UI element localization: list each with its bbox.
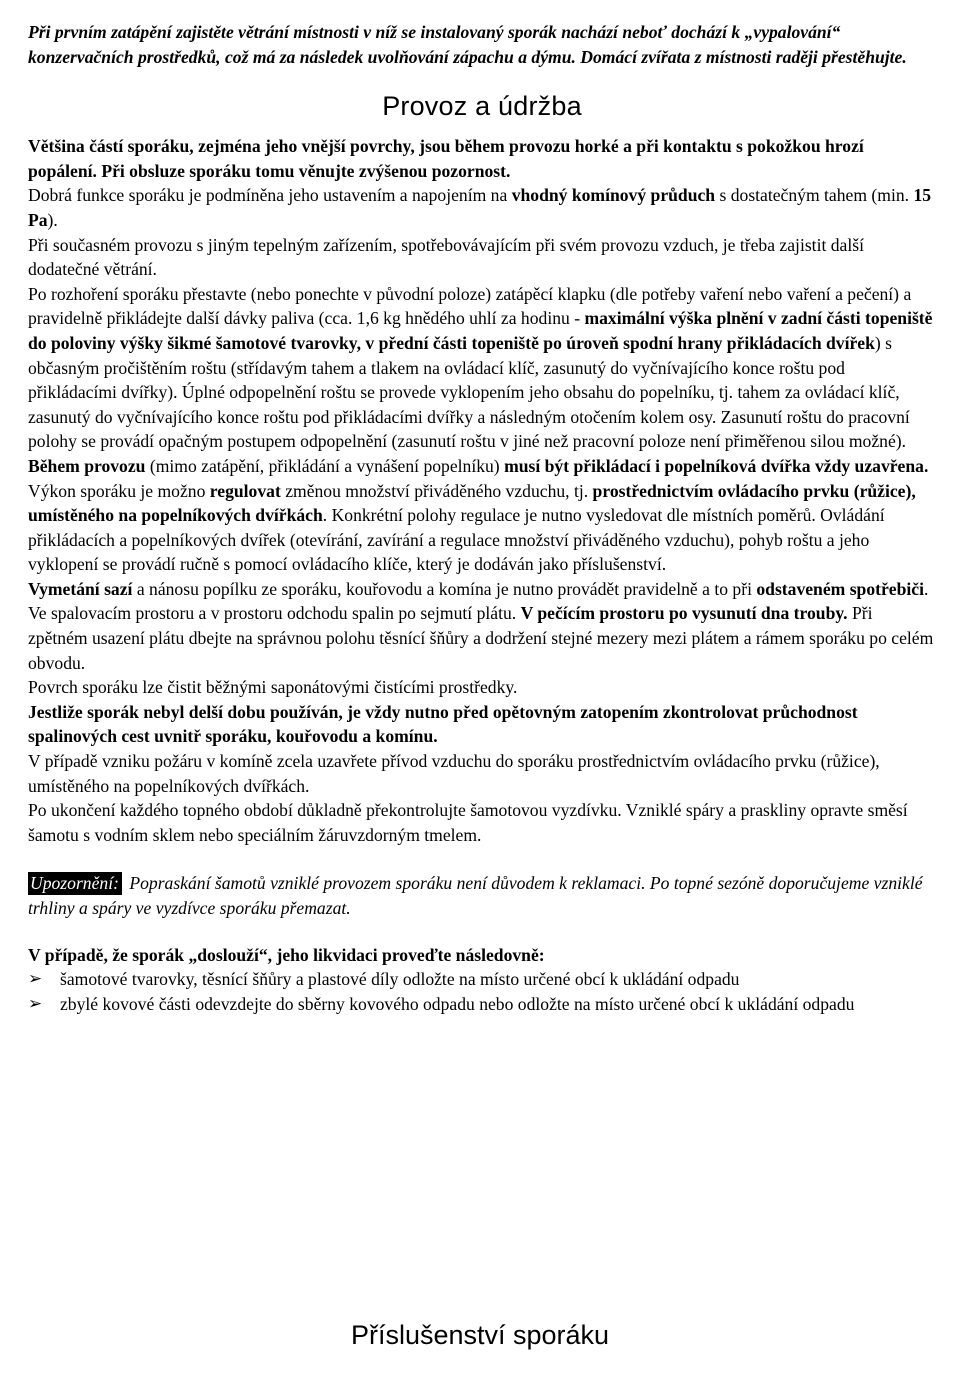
arrow-bullet-icon: ➢ (28, 993, 43, 1014)
control-rosette-highlight: prostřednictvím ovládacího prvku (růžice), umístěného na popelníkových dvířkách (28, 480, 916, 526)
doors-closed-highlight: musí být přikládací i popelníková dvířka vždy uzavřena. (504, 455, 929, 476)
footer-section-title: Příslušenství sporáku (350, 1320, 610, 1350)
paragraph-lining-check: Po ukončení každého topného období důkladně překontrolujte šamotovou vyzdívku. Vzniklé spáry a praskliny opravte směsí šamotu s vodním sklem nebo speciálním žáruvzdorným tmelem. (28, 800, 908, 845)
hot-surfaces-text: Většina částí sporáku, zejména jeho vnější povrchy, jsou během provozu horké a při kontaktu s pokožkou hrozí popálení. Při obsluze sporáku tomu věnujte zvýšenou pozornost. (28, 136, 864, 181)
document-page (28, 20, 936, 1016)
notice-label: Upozornění: (28, 872, 122, 895)
notice-text: Popraskání šamotů vzniklé provozem sporáku není důvodem k reklamaci. Po topné sezóně doporučujeme vzniklé trhliny a spáry ve vyzdívce sporáku přemazat. (28, 873, 923, 918)
notice (28, 871, 936, 920)
list-item: ➢ zbylé kovové části odevzdejte do sběrny kovového odpadu nebo odložte na místo určené obcí k ukládání odpadu (28, 992, 936, 1017)
section-title: Provoz a údržba (382, 91, 582, 122)
paragraph-hot-surfaces (28, 134, 936, 183)
paragraph-ventilation: Při současném provozu s jiným tepelným zařízením, spotřebovávajícím při svém provozu vzduch, je třeba zajistit další dodatečné větrání. (28, 234, 864, 280)
paragraph-regulation: Výkon sporáku je možno regulovat změnou množství přiváděného vzduchu, tj. prostřednictvím ovládacího prvku (růžice), umístěného na popelníkových dvířkách. Konkrétní polohy regulace je nutno vysledovat dle místních poměrů. Ovládání přikládacích a popelníkových dvířek (otevírání, zavírání a regulace množství přiváděného vzduchu), pohyb roštu a jeho vyklopení se provádí ručně s pomocí ovládacího klíče, který je dodáván jako příslušenství. (28, 480, 916, 575)
oven-space-highlight: V pečícím prostoru po vysunutí dna trouby. (520, 603, 848, 624)
disposal-heading: V případě, že sporák „doslouží“, jeho likvidaci proveďte následovně: (28, 944, 545, 965)
chimney-highlight: vhodný komínový průduch (511, 185, 716, 206)
paragraph-soot-cleaning: Vymetání sazí a nánosu popílku ze sporáku, kouřovodu a komína je nutno provádět pravidelně a to při odstaveném spotřebiči. Ve spalovacím prostoru a v prostoru odchodu spalin po sejmutí plátu. V pečícím prostoru po vysunutí dna trouby. Při zpětném usazení plátu dbejte na správnou polohu těsnící šňůry a dodržení stejné mezery mezi plátem a rámem sporáku po celém obvodu. (28, 578, 934, 673)
paragraph-long-idle: Jestliže sporák nebyl delší dobu používán, je vždy nutno před opětovným zatopením zkontrolovat průchodnost spalinových cest uvnitř sporáku, kouřovodu a komínu. (28, 701, 858, 747)
list-item: ➢ šamotové tvarovky, těsnící šňůry a plastové díly odložte na místo určené obcí k ukládání odpadu (28, 967, 936, 992)
paragraph-doors-closed: Během provozu (mimo zatápění, přikládání a vynášení popelníku) musí být přikládací i popelníková dvířka vždy uzavřena. (28, 455, 929, 476)
fill-height-highlight: maximální výška plnění v zadní části topeniště do poloviny výšky šikmé šamotové tvarovky, v přední části topeniště po úroveň spodní hrany přikládacích dvířek (28, 308, 933, 353)
paragraph-chimney: Dobrá funkce sporáku je podmíněna jeho ustavením a napojením na vhodný komínový průduch s dostatečným tahem (min. 15 Pa). (28, 185, 932, 230)
arrow-bullet-icon: ➢ (28, 969, 43, 990)
paragraph-surface-cleaning: Povrch sporáku lze čistit běžnými saponátovými čistícími prostředky. (28, 677, 518, 698)
paragraph-chimney-fire: V případě vzniku požáru v komíně zcela uzavřete přívod vzduchu do sporáku prostřednictvím ovládacího prvku (růžice), umístěného na popelníkových dvířkách. (28, 751, 880, 796)
intro-warning: Při prvním zatápění zajistěte větrání místnosti v níž se instalovaný sporák nachází neboť dochází k „vypalování“ konzervačních prostředků, což má za následek uvolňování zápachu a dýmu. Domácí zvířata z místnosti raději přestěhujte. (28, 22, 907, 67)
disposal-list (28, 967, 936, 1016)
draft-value: 15 Pa (28, 185, 932, 230)
paragraph-fueling: Po rozhoření sporáku přestavte (nebo ponechte v původní poloze) zatápěcí klapku (dle potřeby vaření nebo vaření a pečení) a pravidelně přikládejte další dávky paliva (cca. 1,6 kg hnědého uhlí za hodinu - maximální výška plnění v zadní části topeniště do poloviny výšky šikmé šamotové tvarovky, v přední části topeniště po úroveň spodní hrany přikládacích dvířek) s občasným pročištěním roštu (střídavým tahem a tlakem na ovládací klíč, zasunutý do vyčnívajícího konce roštu pod přikládacími dvířky). Úplné odpopelnění roštu se provede vyklopením jeho obsahu do popelníku, tj. tahem za ovládací klíč, zasunutý do vyčnívajícího konce roštu pod přikládacími dvířky a následným otočením kolem osy. Zasunutí roštu do pracovní polohy se provádí opačným postupem odpopelnění (zasunutí roštu v jiné než pracovní poloze není přiměřenou silou možné). (28, 283, 933, 452)
